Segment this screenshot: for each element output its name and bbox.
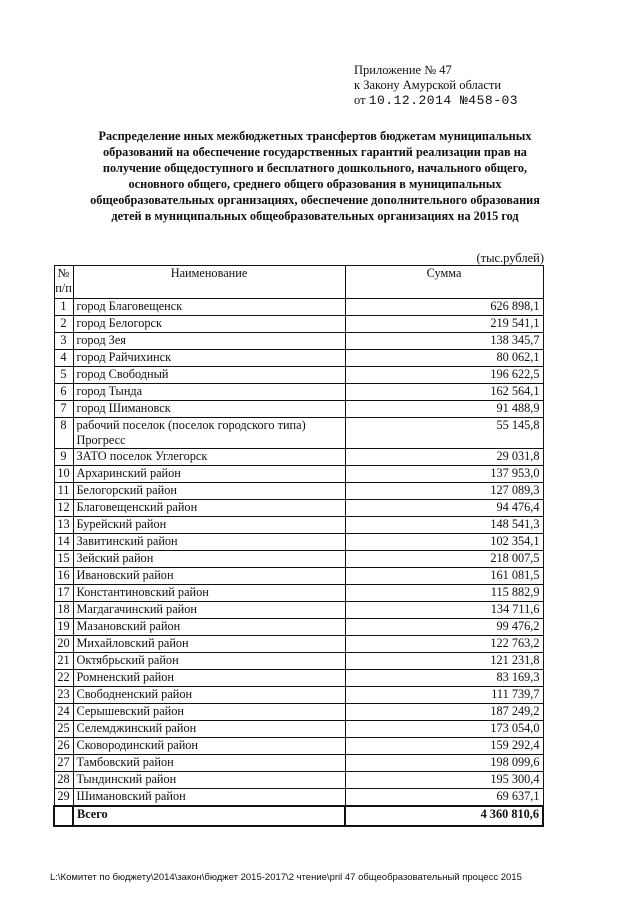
file-path-footer: L:\Комитет по бюджету\2014\закон\бюджет 2015-2017\2 чтение\pril 47 общеобразовательный процесс 2015: [50, 872, 522, 883]
row-name: Бурейский район: [73, 517, 345, 534]
row-num: 5: [54, 367, 73, 384]
row-amount: 99 476,2: [345, 619, 543, 636]
table-row: [54, 636, 543, 653]
row-amount: 83 169,3: [345, 670, 543, 687]
row-amount: 55 145,8: [345, 418, 543, 449]
row-name: город Зея: [73, 333, 345, 350]
table-row: [54, 534, 543, 551]
table-row: [54, 418, 543, 449]
row-num: 14: [54, 534, 73, 551]
table-row: [54, 333, 543, 350]
row-name: рабочий поселок (поселок городского типа) Прогресс: [73, 418, 345, 449]
row-amount: 138 345,7: [345, 333, 543, 350]
row-name: Свободненский район: [73, 687, 345, 704]
row-name: ЗАТО поселок Углегорск: [73, 449, 345, 466]
total-row: [54, 806, 543, 826]
table-row: [54, 401, 543, 418]
row-num: 21: [54, 653, 73, 670]
total-amount: 4 360 810,6: [345, 806, 543, 826]
row-num: 10: [54, 466, 73, 483]
row-amount: 122 763,2: [345, 636, 543, 653]
row-name: Магдагачинский район: [73, 602, 345, 619]
appendix-date-number: 10.12.2014 №458-03: [368, 93, 519, 108]
row-num: 7: [54, 401, 73, 418]
row-name: город Белогорск: [73, 316, 345, 333]
row-num: 12: [54, 500, 73, 517]
document-title: Распределение иных межбюджетных трансфертов бюджетам муниципальных образований на обеспечение государственных гарантий реализации прав на получение общедоступного и бесплатного дошкольного, начального общего, основного общего, среднего общего образования в муниципальных общеобразовательных организациях, обеспечение дополнительного образования детей в муниципальных общеобразовательных организациях на 2015 год: [90, 129, 540, 223]
row-name: Тындинский район: [73, 772, 345, 789]
table-row: [54, 721, 543, 738]
row-num: 8: [54, 418, 73, 449]
appendix-header: [354, 63, 518, 108]
row-amount: 69 637,1: [345, 789, 543, 807]
row-num: 15: [54, 551, 73, 568]
row-num: 19: [54, 619, 73, 636]
table-row: [54, 670, 543, 687]
row-amount: 80 062,1: [345, 350, 543, 367]
row-amount: 127 089,3: [345, 483, 543, 500]
row-num: 11: [54, 483, 73, 500]
row-amount: 148 541,3: [345, 517, 543, 534]
table-row: [54, 350, 543, 367]
row-amount: 198 099,6: [345, 755, 543, 772]
row-amount: 187 249,2: [345, 704, 543, 721]
table-row: [54, 687, 543, 704]
distribution-table: [53, 265, 544, 827]
table-row: [54, 384, 543, 401]
row-num: 9: [54, 449, 73, 466]
table-row: [54, 517, 543, 534]
table-row: [54, 466, 543, 483]
table-row: [54, 500, 543, 517]
table-header-row: [54, 266, 543, 299]
appendix-date-line: [354, 93, 518, 108]
row-num: 3: [54, 333, 73, 350]
row-amount: 134 711,6: [345, 602, 543, 619]
row-amount: 121 231,8: [345, 653, 543, 670]
row-num: 20: [54, 636, 73, 653]
row-amount: 94 476,4: [345, 500, 543, 517]
row-amount: 195 300,4: [345, 772, 543, 789]
row-amount: 218 007,5: [345, 551, 543, 568]
row-num: 25: [54, 721, 73, 738]
row-num: 28: [54, 772, 73, 789]
row-amount: 196 622,5: [345, 367, 543, 384]
row-amount: 115 882,9: [345, 585, 543, 602]
row-num: 26: [54, 738, 73, 755]
table-row: [54, 316, 543, 333]
header-name: Наименование: [73, 266, 345, 299]
row-name: Серышевский район: [73, 704, 345, 721]
row-name: Михайловский район: [73, 636, 345, 653]
row-amount: 626 898,1: [345, 299, 543, 316]
row-name: Тамбовский район: [73, 755, 345, 772]
row-name: Завитинский район: [73, 534, 345, 551]
row-num: 1: [54, 299, 73, 316]
row-num: 13: [54, 517, 73, 534]
units-label: (тыс.рублей): [476, 251, 544, 265]
table-row: [54, 619, 543, 636]
row-amount: 173 054,0: [345, 721, 543, 738]
table-row: [54, 483, 543, 500]
row-amount: 161 081,5: [345, 568, 543, 585]
row-num: 18: [54, 602, 73, 619]
row-num: 17: [54, 585, 73, 602]
row-name: Шимановский район: [73, 789, 345, 807]
table-row: [54, 738, 543, 755]
row-amount: 91 488,9: [345, 401, 543, 418]
row-name: Ромненский район: [73, 670, 345, 687]
row-name: Константиновский район: [73, 585, 345, 602]
row-num: 4: [54, 350, 73, 367]
table-row: [54, 789, 543, 807]
row-name: Благовещенский район: [73, 500, 345, 517]
row-name: Сковородинский район: [73, 738, 345, 755]
table-row: [54, 772, 543, 789]
row-name: город Шимановск: [73, 401, 345, 418]
row-num: 27: [54, 755, 73, 772]
total-num-cell: [54, 806, 73, 826]
table-row: [54, 755, 543, 772]
row-num: 29: [54, 789, 73, 807]
row-amount: 111 739,7: [345, 687, 543, 704]
row-num: 24: [54, 704, 73, 721]
table-row: [54, 568, 543, 585]
row-amount: 162 564,1: [345, 384, 543, 401]
row-name: Октябрьский район: [73, 653, 345, 670]
row-name: Селемджинский район: [73, 721, 345, 738]
row-amount: 137 953,0: [345, 466, 543, 483]
table-row: [54, 653, 543, 670]
row-name: город Благовещенск: [73, 299, 345, 316]
row-num: 23: [54, 687, 73, 704]
table-row: [54, 602, 543, 619]
table-row: [54, 299, 543, 316]
appendix-law-reference: к Закону Амурской области: [354, 78, 502, 92]
table-row: [54, 367, 543, 384]
row-amount: 29 031,8: [345, 449, 543, 466]
row-name: Белогорский район: [73, 483, 345, 500]
row-num: 22: [54, 670, 73, 687]
row-name: Мазановский район: [73, 619, 345, 636]
row-name: город Тында: [73, 384, 345, 401]
row-name: город Райчихинск: [73, 350, 345, 367]
row-name: Архаринский район: [73, 466, 345, 483]
table-row: [54, 449, 543, 466]
appendix-date-prefix: от: [354, 93, 366, 107]
table-row: [54, 551, 543, 568]
total-label: Всего: [73, 806, 345, 826]
row-name: Ивановский район: [73, 568, 345, 585]
row-num: 6: [54, 384, 73, 401]
row-name: город Свободный: [73, 367, 345, 384]
row-num: 16: [54, 568, 73, 585]
appendix-number: Приложение № 47: [354, 63, 452, 77]
row-amount: 102 354,1: [345, 534, 543, 551]
row-amount: 219 541,1: [345, 316, 543, 333]
table-row: [54, 704, 543, 721]
row-amount: 159 292,4: [345, 738, 543, 755]
header-amount: Сумма: [345, 266, 543, 299]
header-num: № п/п: [54, 266, 73, 299]
row-name: Зейский район: [73, 551, 345, 568]
table-row: [54, 585, 543, 602]
row-num: 2: [54, 316, 73, 333]
